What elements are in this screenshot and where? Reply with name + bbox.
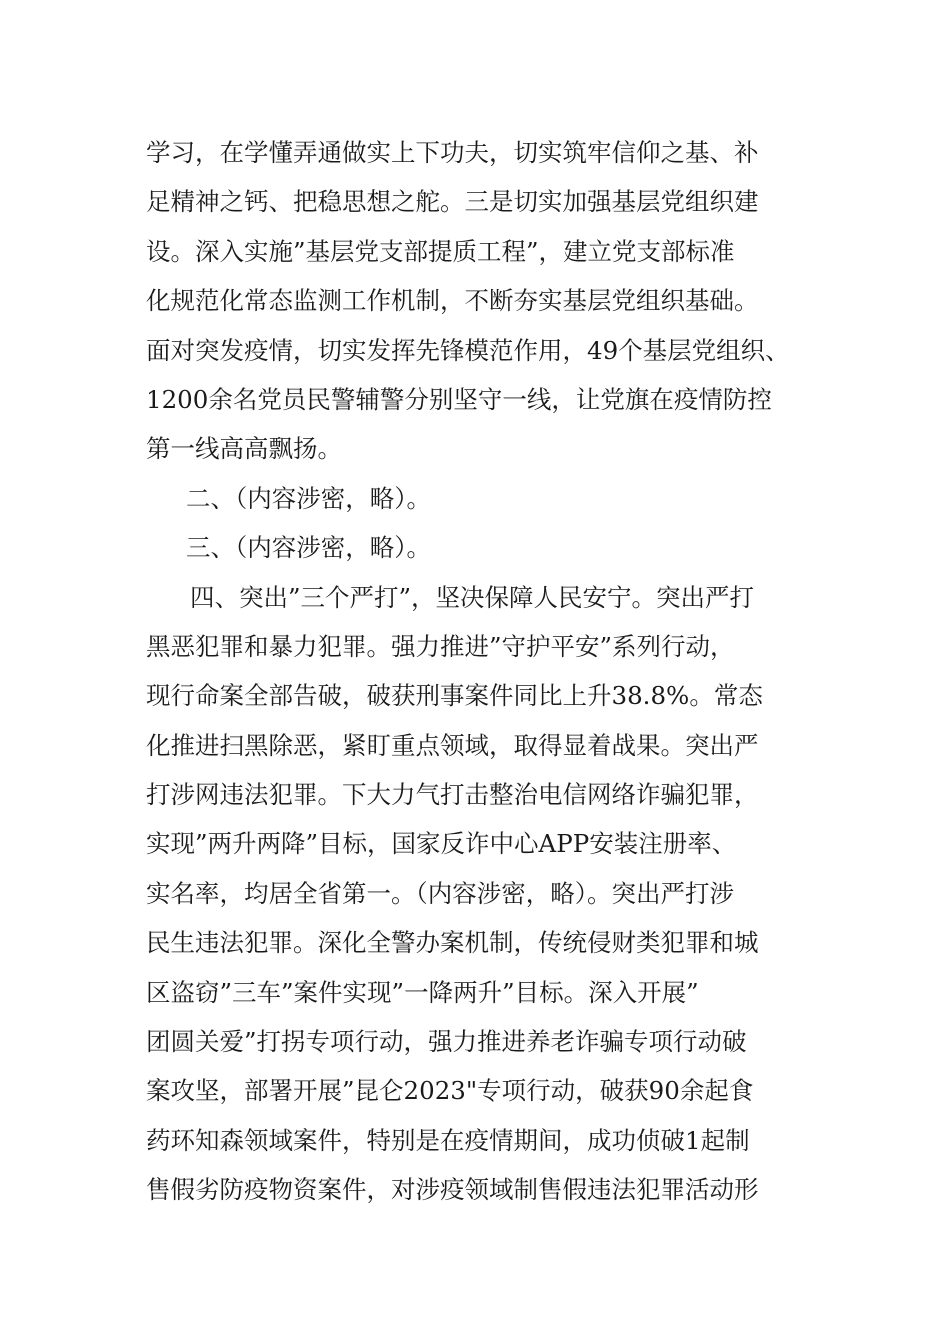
text-line: 设。深入实施”基层党支部提质工程”，建立党支部标准	[146, 236, 735, 266]
text-line: 售假劣防疫物资案件，对涉疫领域制售假违法犯罪活动形	[146, 1175, 759, 1205]
text-line: 1200余名党员民警辅警分别坚守一线，让党旗在疫情防控	[146, 384, 772, 414]
text-line: 黑恶犯罪和暴力犯罪。强力推进”守护平安”系列行动，	[146, 631, 735, 661]
text-line: 药环知森领域案件，特别是在疫情期间，成功侦破1起制	[146, 1125, 750, 1155]
text-line: 第一线高高飘扬。	[146, 434, 342, 464]
text-line: 现行命案全部告破，破获刑事案件同比上升38.8%。常态	[146, 681, 763, 711]
text-line: 打涉网违法犯罪。下大力气打击整治电信网络诈骗犯罪，	[146, 780, 759, 810]
section-heading-three: 三、（内容涉密，略）。	[186, 533, 431, 563]
text-line: 实现”两升两降”目标，国家反诈中心APP安装注册率、	[146, 829, 737, 859]
text-line: 区盗窃”三车”案件实现”一降两升”目标。深入开展”	[146, 977, 699, 1007]
text-line: 民生违法犯罪。深化全警办案机制，传统侵财类犯罪和城	[146, 928, 759, 958]
text-line: 案攻坚，部署开展”昆仑2023"专项行动，破获90余起食	[146, 1076, 754, 1106]
section-heading-two: 二、（内容涉密，略）。	[186, 483, 431, 513]
text-line: 实名率，均居全省第一。（内容涉密，略）。突出严打涉	[146, 878, 734, 908]
text-line: 化推进扫黑除恶，紧盯重点领域，取得显着战果。突出严	[146, 730, 759, 760]
text-line: 面对突发疫情，切实发挥先锋模范作用，49个基层党组织、	[146, 335, 790, 365]
section-heading-four: 四、突出”三个严打”，坚决保障人民安宁。突出严打	[190, 582, 755, 612]
text-line: 学习，在学懂弄通做实上下功夫，切实筑牢信仰之基、补	[146, 138, 759, 167]
text-line: 化规范化常态监测工作机制，不断夯实基层党组织基础。	[146, 286, 759, 316]
text-line: 团圆关爱”打拐专项行动，强力推进养老诈骗专项行动破	[146, 1027, 747, 1057]
text-line: 足精神之钙、把稳思想之舵。三是切实加强基层党组织建	[146, 187, 759, 217]
document-body	[146, 128, 826, 1215]
